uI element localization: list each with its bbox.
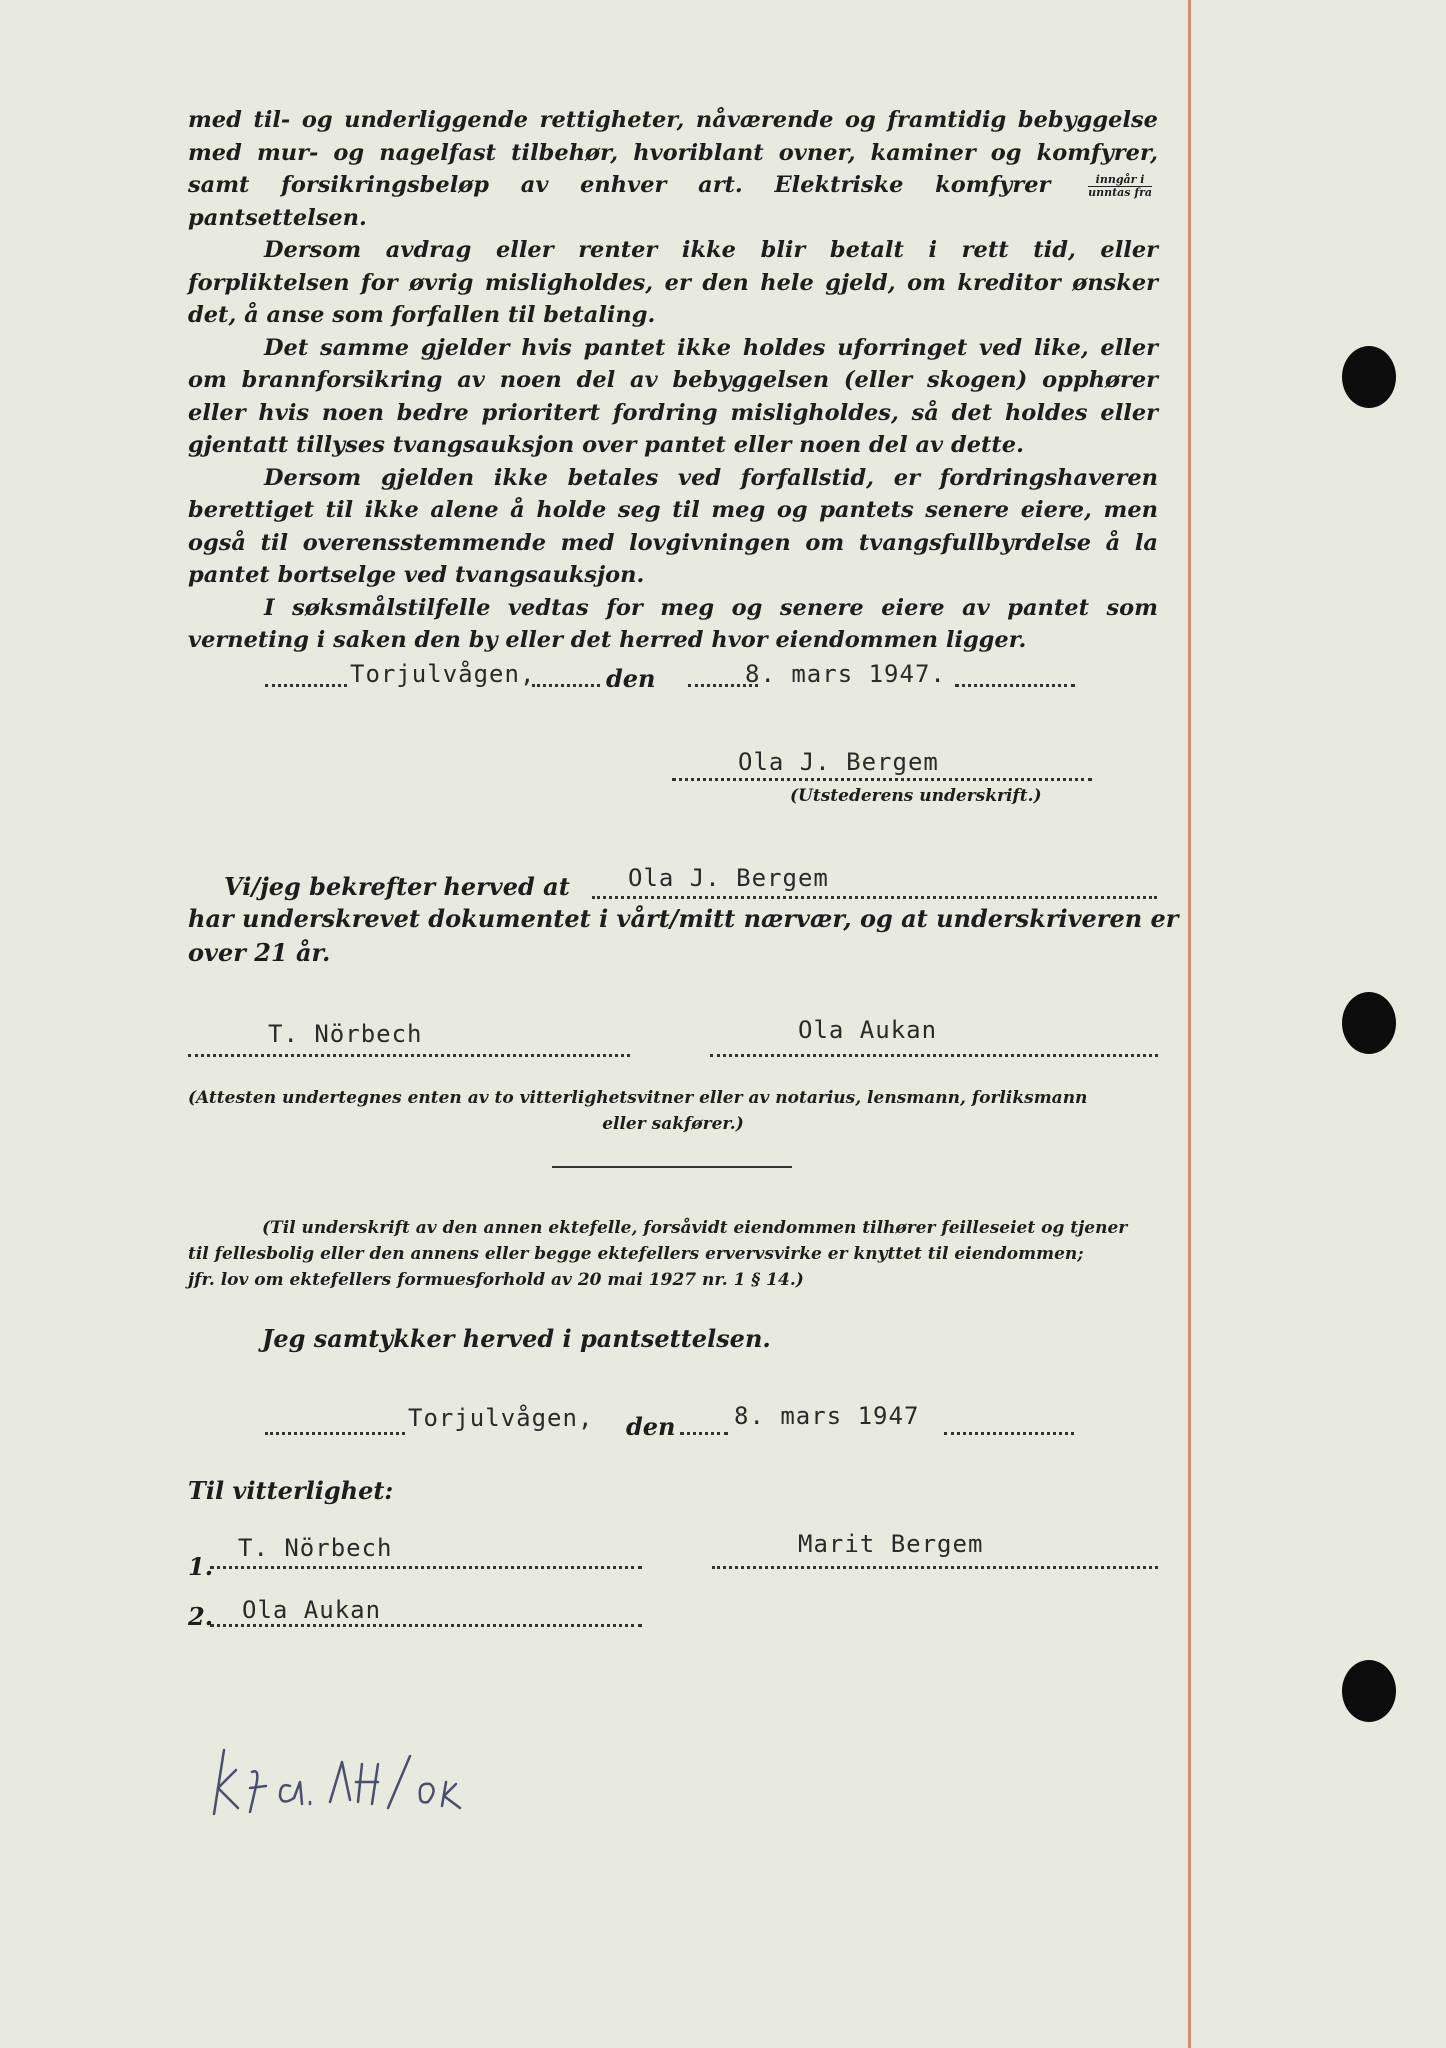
attest-note-line2: eller sakfører.) (602, 1114, 744, 1134)
witness-line-1 (210, 1566, 642, 1569)
paragraph-rights-end: pantsettelsen. (188, 204, 367, 231)
dotted-line (265, 1432, 405, 1435)
terms-text (188, 104, 1158, 657)
frac-bottom: unntas fra (1088, 186, 1152, 199)
witness1-line (188, 1054, 630, 1057)
witness-num-1: 1. (188, 1552, 214, 1581)
issuer-signature: Ola J. Bergem (738, 748, 939, 776)
handwritten-note-mark (210, 1742, 480, 1822)
witness2-line (710, 1054, 1158, 1057)
spouse-signature: Marit Bergem (798, 1530, 984, 1558)
dotted-line (265, 684, 347, 687)
dotted-line (944, 1432, 1074, 1435)
punch-hole-bottom (1342, 1660, 1396, 1722)
separator-rule (552, 1166, 792, 1168)
paragraph-default: Dersom avdrag eller renter ikke blir betalt i rett tid, eller forpliktelsen for øvrig misligholdes, er den hele gjeld, om kreditor ønsker det, å anse som forfallen til betaling. (188, 237, 1158, 328)
attest-text-line2: over 21 år. (188, 938, 331, 967)
consent-text: Jeg samtykker herved i pantsettelsen. (262, 1324, 771, 1353)
paragraph-rights (188, 104, 1158, 234)
witness-num-2: 2. (188, 1602, 214, 1631)
spouse-note-line2: til fellesbolig eller den annens eller begge ektefellers ervervsvirke er knyttet til eiendommen; (188, 1244, 1084, 1264)
signature-line (672, 778, 1092, 781)
spouse-note-line3: jfr. lov om ektefellers formuesforhold av 20 mai 1927 nr. 1 § 14.) (188, 1270, 804, 1290)
paragraph-maintenance: Det samme gjelder hvis pantet ikke holdes uforringet ved like, eller om brannforsikring av noen del av bebyggelsen (eller skogen) opphører eller hvis noen bedre prioritert fordring misligholdes, så det holdes eller gjentatt tillyses tvangsauksjon over pantet eller noen del av dette. (188, 334, 1158, 458)
dotted-line (532, 684, 600, 687)
witness-name-2: Ola Aukan (242, 1596, 382, 1624)
paragraph-due: Dersom gjelden ikke betales ved forfallstid, er fordringshaveren berettiget til ikke alene å holde seg til meg og pantets senere eiere, men også til overensstemmende med lovgivningen om tvangsfullbyrdelse å la pantet bortselge ved tvangsauksjon. (188, 464, 1158, 588)
paragraph-rights-text: med til- og underliggende rettigheter, nåværende og framtidig bebyggelse med mur- og nagelfast tilbehør, hvoriblant ovner, kaminer og komfyrer, samt forsikringsbeløp av enhver art. Elektriske komfyrer (188, 107, 1158, 198)
attest-text-line1: har underskrevet dokumentet i vårt/mitt nærvær, og at underskriveren er (188, 904, 1179, 933)
date2-typed: 8. mars 1947 (734, 1402, 920, 1430)
den-label: den (606, 664, 656, 693)
witness-name-1: T. Nörbech (238, 1534, 393, 1562)
date-typed: 8. mars 1947. (745, 660, 946, 688)
witness-line-2 (210, 1624, 642, 1627)
spouse-note-line1: (Til underskrift av den annen ektefelle, forsåvidt eiendommen tilhører feilleseiet og tjener (262, 1218, 1128, 1238)
witness-heading: Til vitterlighet: (188, 1476, 394, 1505)
spouse-signature-line (712, 1566, 1158, 1569)
attest-note-line1: (Attesten undertegnes enten av to vitterlighetsvitner eller av notarius, lensmann, forliksmann (188, 1088, 1088, 1108)
attest-prefix: Vi/jeg bekrefter herved at (224, 872, 570, 901)
punch-hole-middle (1342, 992, 1396, 1054)
punch-hole-top (1342, 346, 1396, 408)
witness1-typed: T. Nörbech (268, 1020, 423, 1048)
witness2-typed: Ola Aukan (798, 1016, 938, 1044)
dotted-line (680, 1432, 728, 1435)
paragraph-venue: I søksmålstilfelle vedtas for meg og senere eiere av pantet som verneting i saken den by eller det herred hvor eiendommen ligger. (188, 594, 1158, 653)
dotted-line (955, 684, 1075, 687)
dotted-line (592, 896, 1157, 899)
attest-name: Ola J. Bergem (628, 864, 829, 892)
frac-top: inngår i (1088, 174, 1152, 187)
issuer-caption: (Utstederens underskrift.) (790, 786, 1042, 806)
place2-typed: Torjulvågen, (408, 1404, 594, 1432)
den2-label: den (626, 1412, 676, 1441)
fraction-inngar-unntas (1088, 174, 1152, 198)
red-margin-line (1188, 0, 1191, 2048)
place-typed: Torjulvågen, (350, 660, 536, 688)
